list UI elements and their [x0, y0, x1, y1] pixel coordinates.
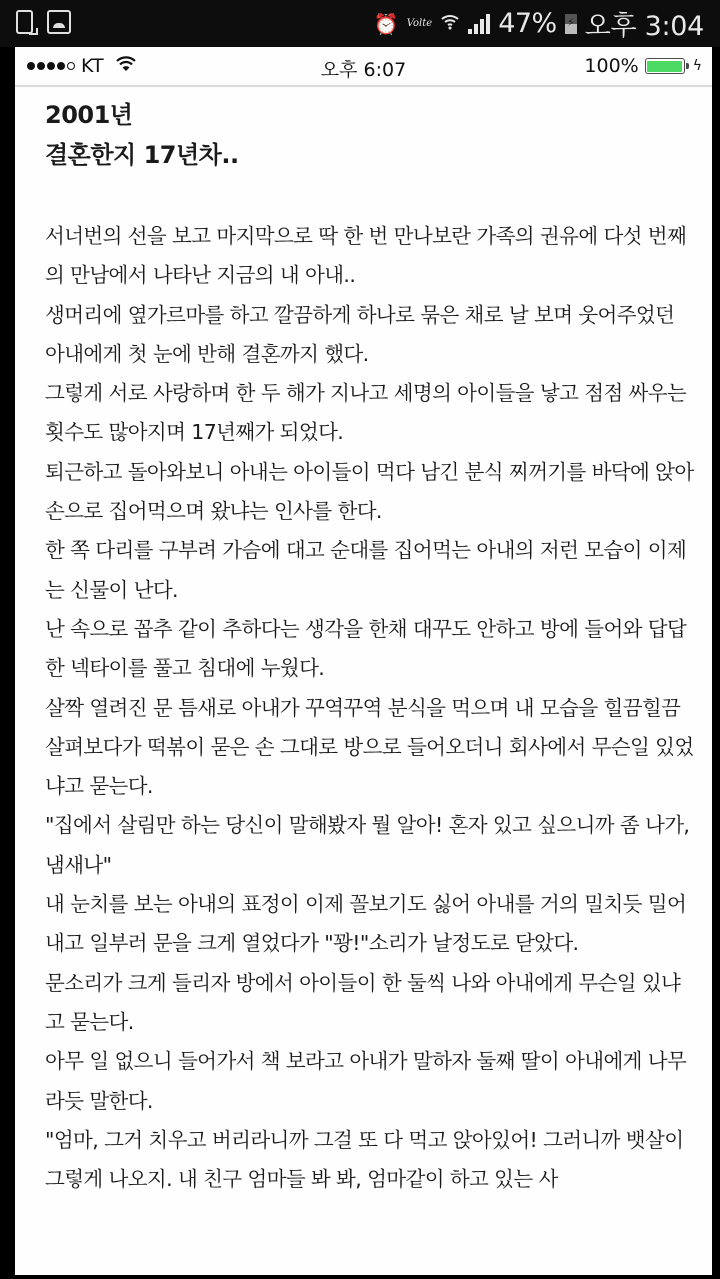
paragraph: 서너번의 선을 보고 마지막으로 딱 한 번 만나보란 가족의 권유에 다섯 번째의 만남에서 나타난 지금의 내 아내..	[45, 224, 687, 288]
title-line-subtitle: 결혼한지 17년차..	[45, 141, 239, 169]
paragraph: 아무 일 없으니 들어가서 책 보라고 아내가 말하자 둘째 딸이 아내에게 나무라듯 말한다.	[45, 1049, 687, 1113]
title-line-year: 2001년	[45, 101, 133, 129]
article-title	[45, 95, 694, 175]
charging-bolt-icon: ϟ	[692, 58, 702, 74]
paragraph: "집에서 살림만 하는 당신이 말해봤자 뭘 알아! 혼자 있고 싶으니까 좀 나가, 냄새나"	[45, 813, 690, 877]
paragraph: 내 눈치를 보는 아내의 표정이 이제 꼴보기도 싫어 아내를 거의 밀치듯 밀어내고 일부러 문을 크게 열었다가 "꽝!"소리가 날정도로 닫았다.	[45, 892, 687, 956]
battery-charging-icon	[565, 14, 577, 34]
battery-percent: 100%	[584, 55, 639, 77]
paragraph: 난 속으로 꼽추 같이 추하다는 생각을 한채 대꾸도 안하고 방에 들어와 답답한 넥타이를 풀고 침대에 누웠다.	[45, 616, 687, 681]
battery-percent: 47%	[498, 8, 557, 39]
android-status-bar	[0, 0, 720, 47]
paragraph: 퇴근하고 돌아와보니 아내는 아이들이 먹다 남긴 분식 찌꺼기를 바닥에 앉아 손으로 집어먹으며 왔냐는 인사를 한다.	[45, 459, 694, 524]
battery-icon	[645, 58, 685, 74]
wifi-icon	[440, 11, 460, 36]
ios-status-bar	[15, 47, 712, 87]
paragraph: 생머리에 옆가르마를 하고 깔끔하게 하나로 묶은 채로 날 보며 웃어주었던 아내에게 첫 눈에 반해 결혼까지 했다.	[45, 302, 675, 366]
paragraph: 살짝 열려진 문 틈새로 아내가 꾸역꾸역 분식을 먹으며 내 모습을 힐끔힐끔 살펴보다가 떡볶이 묻은 손 그대로 방으로 들어오더니 회사에서 무슨일 있었냐고 묻는다.	[45, 695, 694, 799]
clock: 오후 3:04	[584, 11, 704, 42]
notification-icons	[16, 10, 71, 34]
paragraph: 그렇게 서로 사랑하며 한 두 해가 지나고 세명의 아이들을 낳고 점점 싸우는 횟수도 많아지며 17년째가 되었다.	[45, 381, 687, 445]
gallery-icon	[47, 10, 71, 34]
battery-section	[584, 55, 702, 77]
screenshot-frame	[15, 47, 712, 1275]
paragraph: 문소리가 크게 들리자 방에서 아이들이 한 둘씩 나와 아내에게 무슨일 있냐고 묻는다.	[45, 970, 681, 1034]
alarm-icon: ⏰	[373, 11, 399, 36]
article-content	[15, 87, 712, 1199]
phone-transfer-icon	[16, 10, 33, 34]
signal-icon	[468, 14, 490, 34]
paragraph: 한 쪽 다리를 구부려 가슴에 대고 순대를 집어먹는 아내의 저런 모습이 이제는 신물이 난다.	[45, 538, 687, 602]
system-status-icons	[374, 0, 704, 47]
carrier-name: KT	[81, 55, 104, 77]
ios-clock: 오후 6:07	[320, 59, 407, 81]
volte-icon: Volte	[406, 18, 433, 29]
paragraph: "엄마, 그거 치우고 버리라니까 그걸 또 다 먹고 앉아있어! 그러니까 뱃살이 그렇게 나오지. 내 친구 엄마들 봐 봐, 엄마같이 하고 있는 사	[45, 1127, 684, 1192]
